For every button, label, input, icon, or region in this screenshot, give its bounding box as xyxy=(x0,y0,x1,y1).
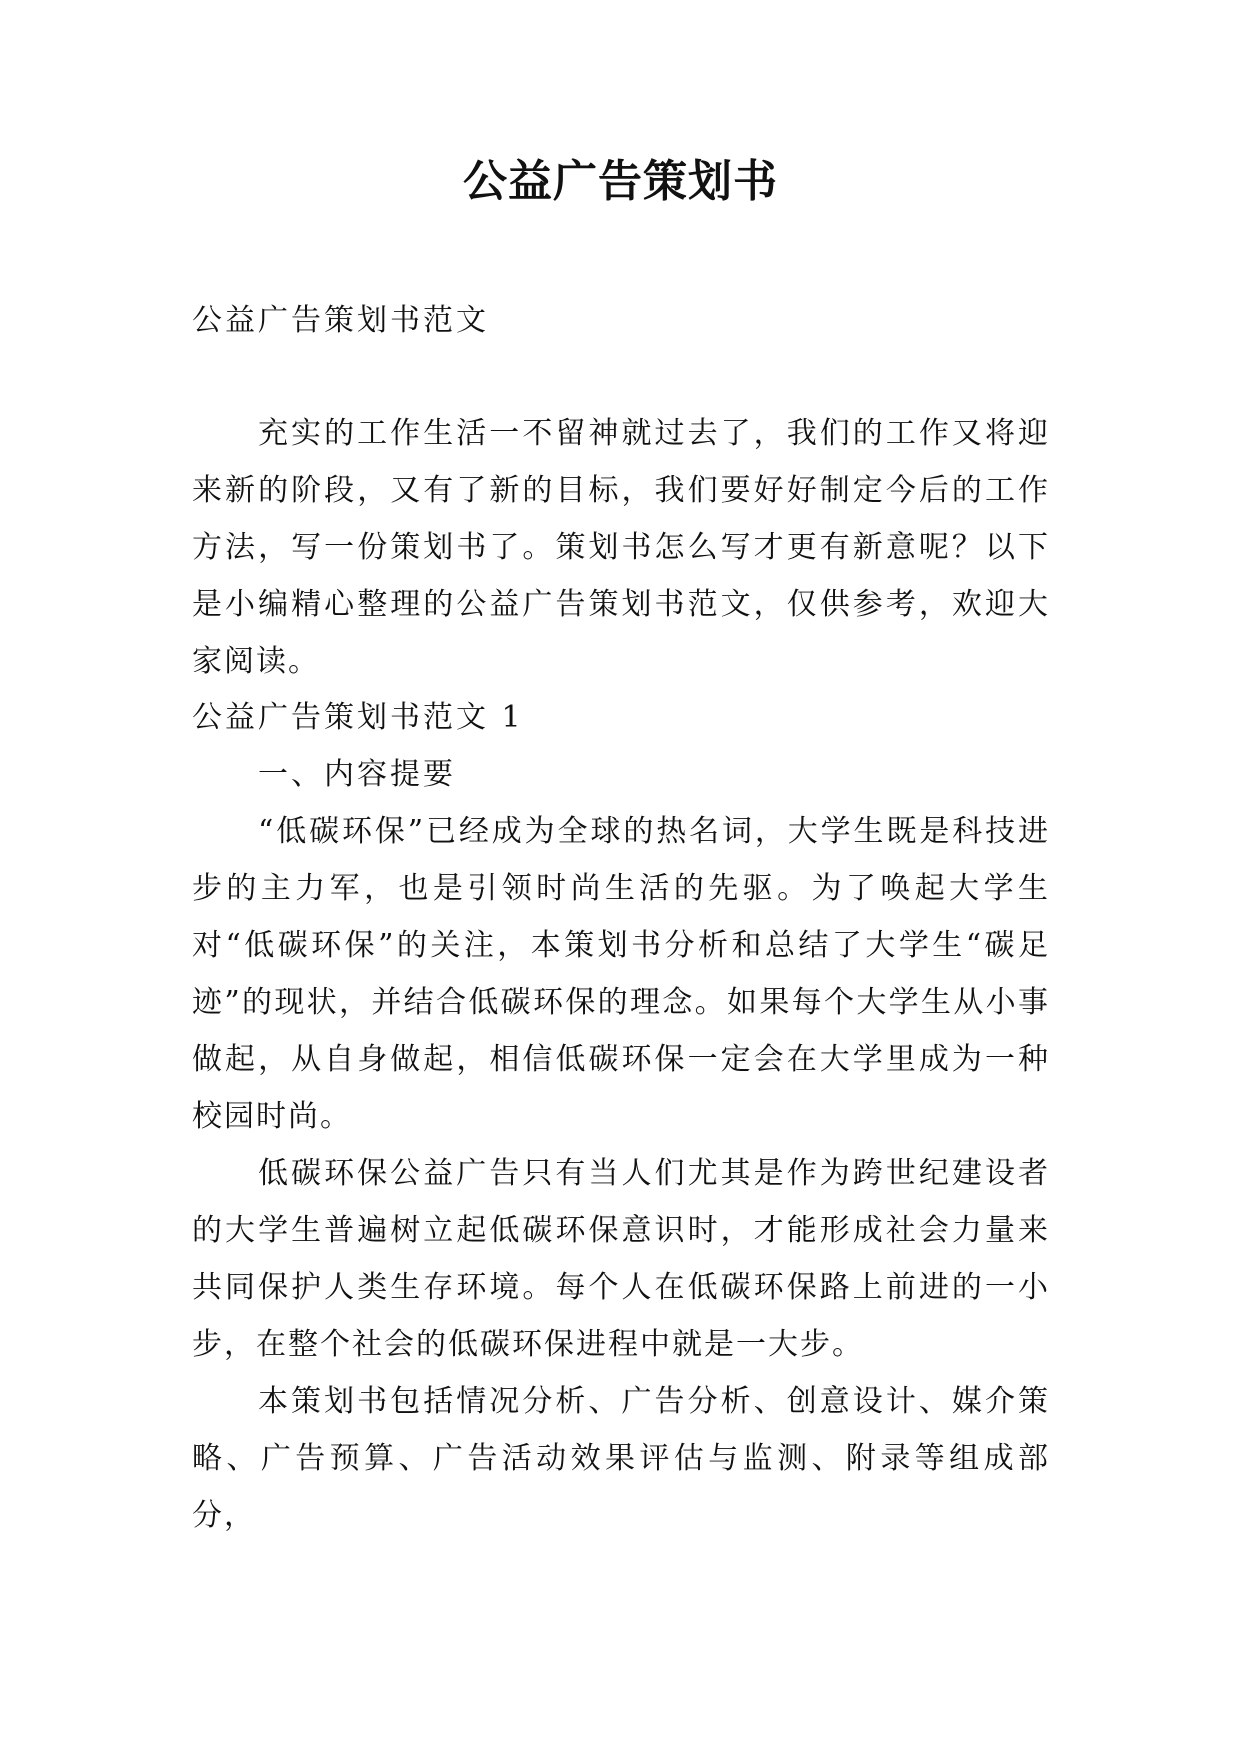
document-subtitle: 公益广告策划书范文 xyxy=(192,303,489,338)
section-block xyxy=(192,689,1050,1544)
intro-paragraph: 充实的工作生活一不留神就过去了，我们的工作又将迎来新的阶段，又有了新的目标，我们要好好制定今后的工作方法，写一份策划书了。策划书怎么写才更有新意呢？以下是小编精心整理的公益广告策划书范文，仅供参考，欢迎大家阅读。 xyxy=(192,416,1050,679)
section-heading: 一、内容提要 xyxy=(258,757,456,792)
body-paragraph-3: 本策划书包括情况分析、广告分析、创意设计、媒介策略、广告预算、广告活动效果评估与监测、附录等组成部分， xyxy=(192,1384,1050,1533)
body-paragraph-2: 低碳环保公益广告只有当人们尤其是作为跨世纪建设者的大学生普遍树立起低碳环保意识时，才能形成社会力量来共同保护人类生存环境。每个人在低碳环保路上前进的一小步，在整个社会的低碳环保进程中就是一大步。 xyxy=(192,1156,1050,1362)
intro-block xyxy=(192,405,1050,690)
section-title: 公益广告策划书范文 1 xyxy=(192,700,524,735)
document-title: 公益广告策划书 xyxy=(463,156,778,207)
body-paragraph-1: “低碳环保”已经成为全球的热名词，大学生既是科技进步的主力军，也是引领时尚生活的先驱。为了唤起大学生对“低碳环保”的关注，本策划书分析和总结了大学生“碳足迹”的现状，并结合低碳环保的理念。如果每个大学生从小事做起，从自身做起，相信低碳环保一定会在大学里成为一种校园时尚。 xyxy=(192,814,1050,1134)
